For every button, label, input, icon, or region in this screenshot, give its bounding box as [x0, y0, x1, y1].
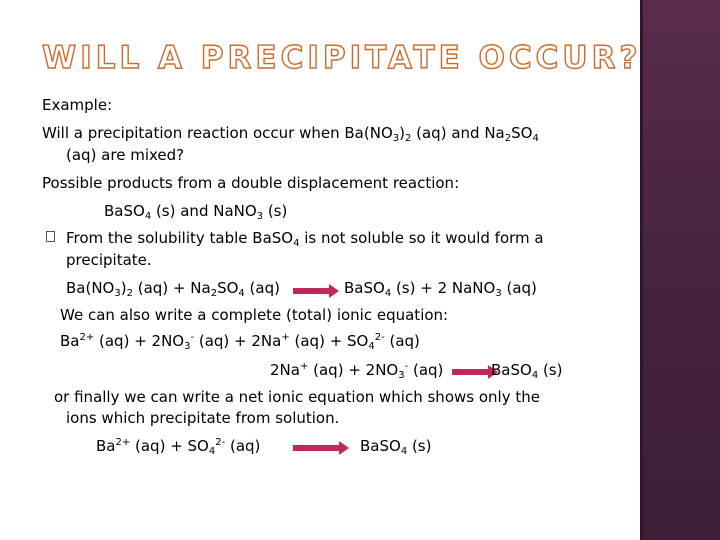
bullet-line-1: From the solubility table BaSO$_4$ is not soluble so it would form a: [66, 229, 544, 249]
net-ionic-products: BaSO$_4$ (s): [360, 437, 432, 457]
bullet-line-2: precipitate.: [66, 251, 152, 269]
sidebar-edge: [640, 0, 643, 540]
decorative-sidebar: [640, 0, 720, 540]
net-ionic-reactants: $Ba^{2+}$ $(aq) + SO_4^{2-}$ (aq): [96, 437, 261, 457]
products-heading: Possible products from a double displacement reaction:: [42, 174, 460, 192]
products-line: BaSO$_4$ (s) and NaNO$_3$ (s): [104, 202, 288, 222]
net-ionic-intro-line-2: ions which precipitate from solution.: [66, 409, 340, 427]
reaction-arrow-icon: [293, 284, 339, 298]
question-line-2: (aq) are mixed?: [66, 146, 185, 164]
complete-ionic-intro: We can also write a complete (total) ionic equation:: [60, 306, 449, 324]
example-label: Example:: [42, 96, 113, 114]
molecular-products: BaSO$_4$ (s) + 2 NaNO$_3$ (aq): [344, 279, 537, 299]
bullet-box-icon: [46, 231, 55, 242]
net-ionic-intro-line-1: or finally we can write a net ionic equation which shows only the: [54, 388, 540, 406]
complete-ionic-products-a: 2Na+ $(aq) + 2NO_3^-$ (aq): [270, 361, 444, 381]
reaction-arrow-icon: [293, 441, 349, 455]
question-line-1: Will a precipitation reaction occur when $Ba(NO_3)_2$ (aq) and $Na_2SO_4$: [42, 124, 539, 144]
complete-ionic-products-b: BaSO$_4$ (s): [491, 361, 563, 381]
complete-ionic-reactants: $Ba^{2+}$ $(aq) + 2NO_3^-$ (aq) + 2Na+ $(aq) + SO_4^{2-}$ (aq): [60, 332, 420, 352]
slide-title: WILL A PRECIPITATE OCCUR?: [42, 40, 642, 76]
molecular-reactants: $Ba(NO_3)_2$ $(aq) + Na_2SO_4$ (aq): [66, 279, 280, 299]
